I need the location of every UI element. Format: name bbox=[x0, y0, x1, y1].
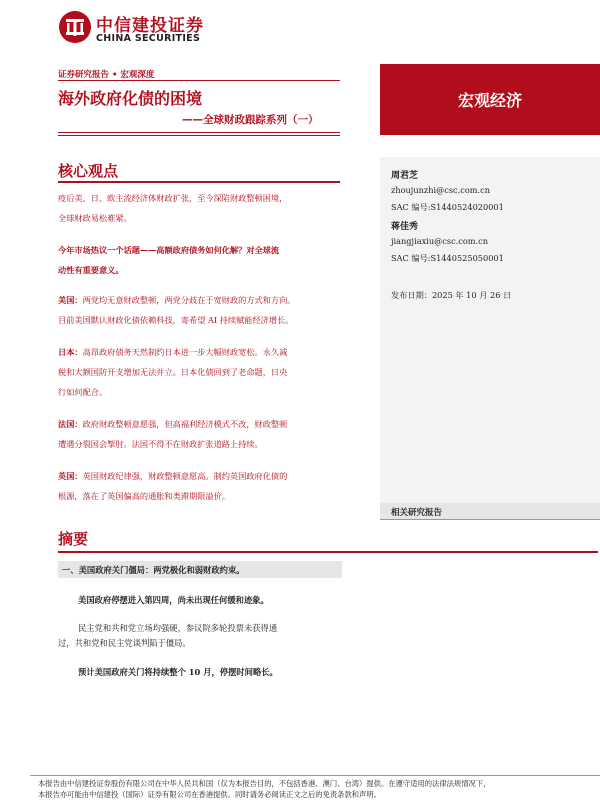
author-sac: SAC 编号:S1440524020001 bbox=[391, 202, 504, 212]
paragraph-lead: 英国： bbox=[58, 471, 83, 481]
paragraph-line: 政府财政整顿意愿强，但高福利经济模式不改，财政整顿 bbox=[82, 419, 288, 429]
footer-rule bbox=[30, 775, 600, 776]
paragraph-line: 动性有重要意义。 bbox=[58, 265, 124, 275]
sector-label: 宏观经济 bbox=[457, 91, 522, 110]
report-type: 证券研究报告 • 宏观深度 bbox=[58, 70, 155, 80]
author-email[interactable]: jiangjiaxiu@csc.com.cn bbox=[391, 236, 489, 246]
paragraph-line: 根源，落在了英国偏高的通胀和类滞期限溢价。 bbox=[58, 491, 230, 501]
footer-disclaimer-line: 本报告亦可能由中信建投（国际）证券有限公司在香港提供。同时请务必阅读正文之后的免责条款和声明。 bbox=[38, 790, 381, 799]
paragraph-line: 今年市场热议一个话题——高额政府债务如何化解？对全球流 bbox=[58, 245, 280, 255]
paragraph-line: 高昂政府债务天然制约日本进一步大幅财政宽松。永久减 bbox=[82, 347, 288, 357]
report-title: 海外政府化债的困境 bbox=[58, 89, 203, 108]
paragraph-lead: 美国： bbox=[58, 295, 83, 305]
paragraph-line: 英国财政纪律强，财政整顿意愿高。制约英国政府化债的 bbox=[82, 471, 288, 481]
core-view-paragraph-2 bbox=[58, 240, 348, 280]
paragraph-lead: 法国： bbox=[58, 419, 83, 429]
author-1 bbox=[391, 168, 591, 219]
core-view-paragraph-japan bbox=[58, 342, 348, 402]
paragraph-line: 目前美国默认财政化债依赖科技，寄希望 AI 持续赋能经济增长。 bbox=[58, 315, 294, 325]
report-subtitle: ——全球财政跟踪系列（一） bbox=[182, 114, 319, 126]
core-view-rule bbox=[58, 181, 340, 183]
related-reports-label: 相关研究报告 bbox=[391, 508, 443, 518]
summary-heading: 摘要 bbox=[58, 530, 89, 548]
sector-banner bbox=[380, 64, 600, 135]
paragraph-line: 遭遇分裂国会掣肘。法国不得不在财政扩张道路上持续。 bbox=[58, 439, 263, 449]
footer-disclaimer-line: 本报告由中信建投证券股份有限公司在中华人民共和国（仅为本报告目的，不包括香港、澳门、台湾）提供。在遵守适用的法律法规情况下， bbox=[38, 779, 491, 788]
core-view-paragraph-us bbox=[58, 290, 348, 330]
author-email[interactable]: zhoujunzhi@csc.com.cn bbox=[391, 185, 490, 195]
paragraph-line: 全球财政易松难紧。 bbox=[58, 213, 132, 223]
brand-name-en: CHINA SECURITIES bbox=[96, 33, 201, 44]
publish-date bbox=[391, 290, 511, 301]
core-view-heading: 核心观点 bbox=[58, 162, 119, 180]
summary-rule bbox=[58, 551, 598, 553]
title-divider-bottom bbox=[58, 135, 340, 136]
summary-line: 民主党和共和党立场均强硬，参议院多轮投票未获得通 bbox=[78, 623, 278, 633]
core-view-paragraph-1 bbox=[58, 188, 348, 228]
paragraph-line: 税和大额国防开支增加无法并立。日本化债回到了老命题，日央 bbox=[58, 367, 288, 377]
summary-line: 过，共和党和民主党谈判陷于僵局。 bbox=[58, 638, 191, 648]
header-divider bbox=[58, 80, 340, 81]
core-view-paragraph-france bbox=[58, 414, 348, 454]
author-sac: SAC 编号:S1440525050001 bbox=[391, 253, 504, 263]
publish-date-value: 2025 年 10 月 26 日 bbox=[431, 290, 512, 300]
summary-line: 预计美国政府关门将持续整个 10 月，停摆时间略长。 bbox=[78, 667, 278, 677]
related-reports-header bbox=[380, 503, 600, 520]
paragraph-line: 疫后美、日、欧主流经济体财政扩张，至今深陷财政整顿困境， bbox=[58, 193, 288, 203]
paragraph-lead: 日本： bbox=[58, 347, 83, 357]
summary-section-bar bbox=[58, 561, 342, 578]
author-name: 周君芝 bbox=[391, 171, 419, 181]
core-view-paragraph-uk bbox=[58, 466, 348, 506]
author-2 bbox=[391, 219, 591, 270]
summary-section-title: 一、美国政府关门僵局：两党极化和弱财政约束。 bbox=[62, 565, 245, 575]
author-name: 蒋佳秀 bbox=[391, 222, 419, 232]
summary-line: 美国政府停摆进入第四周，尚未出现任何缓和迹象。 bbox=[78, 595, 269, 605]
paragraph-line: 两党均无意财政整顿，两党分歧在于宽财政的方式和方向。 bbox=[82, 295, 296, 305]
publish-date-label: 发布日期： bbox=[391, 290, 432, 300]
brand-name-cn: 中信建投证券 bbox=[96, 16, 204, 36]
company-logo bbox=[58, 10, 238, 48]
paragraph-line: 行如何配合。 bbox=[58, 387, 108, 397]
title-divider-top bbox=[58, 132, 340, 133]
logo-emblem-icon bbox=[58, 10, 92, 44]
